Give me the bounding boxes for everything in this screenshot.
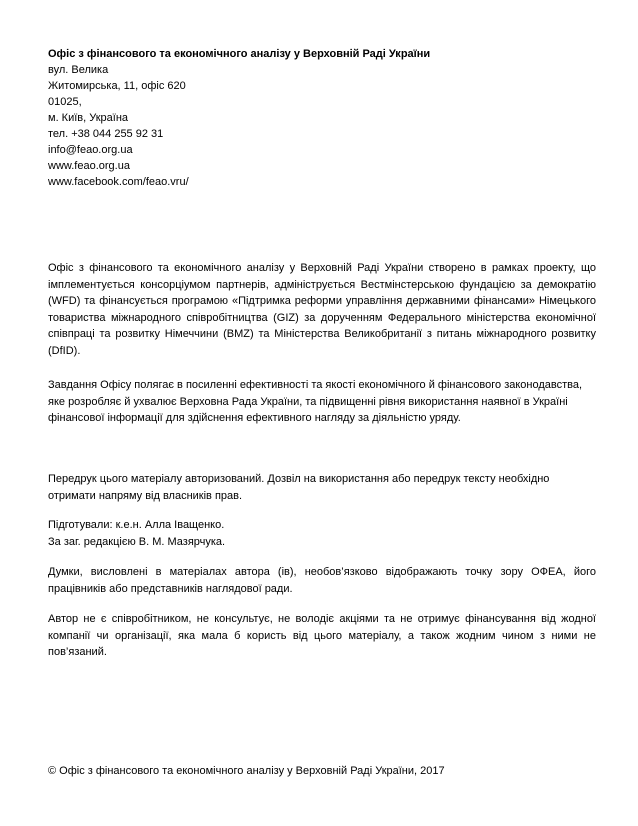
facebook-link[interactable]: www.facebook.com/feao.vru/	[48, 176, 189, 188]
office-title: Офіс з фінансового та економічного аналізу у Верховній Раді України	[48, 48, 431, 60]
website-link[interactable]: www.feao.org.ua	[48, 160, 130, 172]
address-line-2: Житомирська, 11, офіс 620	[48, 80, 186, 92]
contact-header	[48, 46, 588, 190]
credits-block	[48, 517, 596, 550]
views-disclaimer: Думки, висловлені в матеріалах автора (ів), необов’язково відображають точку зору ОФЕА, його працівників або представників наглядової ради.	[48, 566, 596, 595]
address-line-1: вул. Велика	[48, 64, 109, 76]
postal-code: 01025,	[48, 96, 82, 108]
edited-by: За заг. редакцією В. М. Мазярчука.	[48, 535, 226, 548]
prepared-by: Підготували: к.е.н. Алла Іващенко.	[48, 519, 225, 531]
mission-paragraph: Завдання Офісу полягає в посиленні ефективності та якості економічного й фінансового законодавства, яке розробляє й ухвалює Верховна Рада України, та підвищенні рівня використання наявної в Україні фінансової інформації для здійснення ефективного нагляду за діяльністю уряду.	[48, 379, 583, 424]
city-country: м. Київ, Україна	[48, 112, 129, 124]
copyright-footer: © Офіс з фінансового та економічного аналізу у Верховній Раді України, 2017	[48, 765, 445, 777]
email-link[interactable]: info@feao.org.ua	[48, 144, 133, 156]
reprint-notice: Передрук цього матеріалу авторизований. Дозвіл на використання або передрук тексту необхідно отримати напряму від власників прав.	[48, 473, 550, 502]
phone-number: тел. +38 044 255 92 31	[48, 128, 164, 140]
about-paragraph: Офіс з фінансового та економічного аналізу у Верховній Раді України створено в рамках проекту, що імплементується консорціумом партнерів, адмініструється Вестмінстерською фундацією за демократію (WFD) та фінансується програмою «Підтримка реформи управління державними фінансами» Німецького товариства міжнародного співробітництва (GIZ) за дорученням Федерального міністерства економічної співпраці та розвитку Німеччини (BMZ) та Міністерства Великобританії з питань міжнародного розвитку (DfID).	[48, 262, 596, 357]
author-disclosure: Автор не є співробітником, не консультує, не володіє акціями та не отримує фінансування від жодної компанії чи організації, яка мала б користь від цього матеріалу, а також жодним чином з ними не пов’язаний.	[48, 613, 596, 658]
